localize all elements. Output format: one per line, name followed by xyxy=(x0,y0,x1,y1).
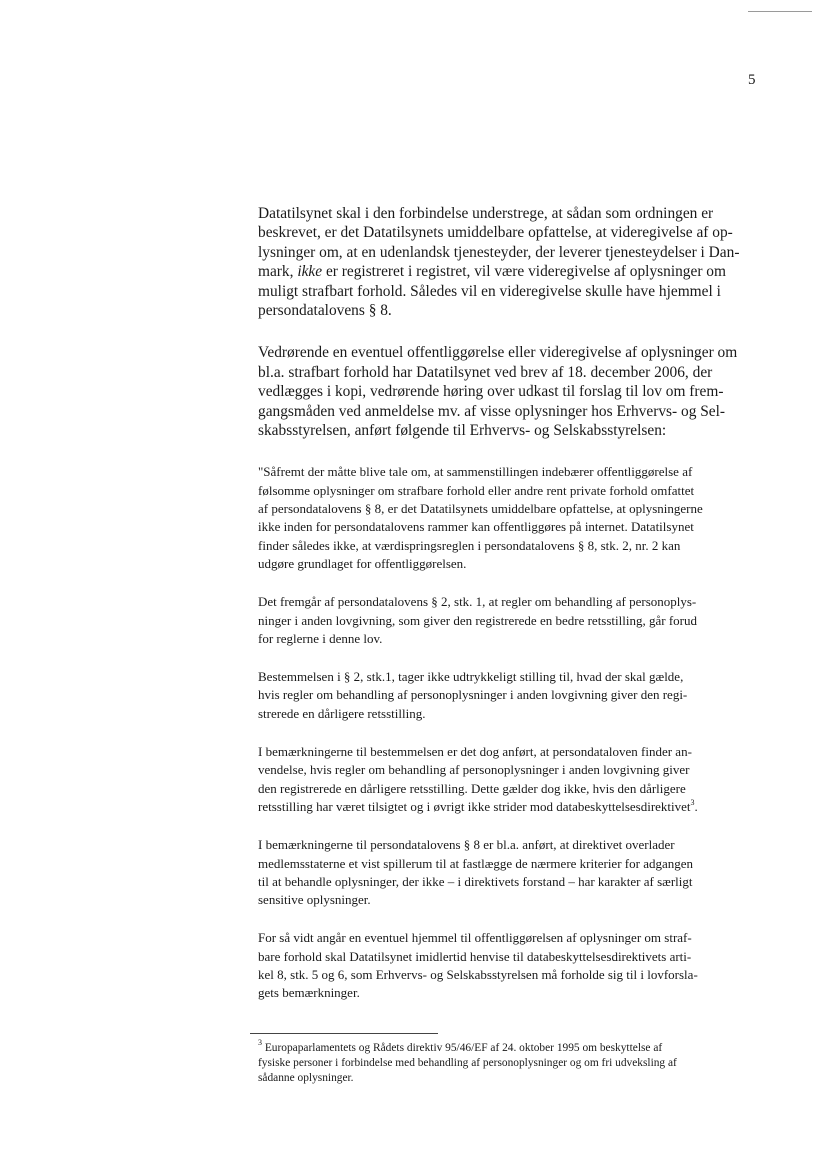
footnote-reference: 3 xyxy=(690,797,695,807)
text-segment: Europaparlamentets og Rådets direktiv 95/46/EF af 24. oktober 1995 om beskyttelse af xyxy=(262,1042,663,1054)
footnote-separator xyxy=(250,1033,438,1034)
footnote xyxy=(258,1038,758,1086)
text-line: I bemærkningerne til persondatalovens § 8 er bl.a. anført, at direktivet overlader xyxy=(258,837,675,853)
text-line: beskrevet, er det Datatilsynets umiddelbare opfattelse, at videregivelse af op- xyxy=(258,224,733,242)
text-line: til at behandle oplysninger, der ikke – i direktivets forstand – har karakter af særligt xyxy=(258,873,693,889)
text-line: hvis regler om behandling af personoplysninger i anden lovgivning giver den regi- xyxy=(258,687,688,703)
text-line: vedlægges i kopi, vedrørende høring over udkast til forslag til lov om frem- xyxy=(258,383,724,401)
text-line: vendelse, hvis regler om behandling af personoplysninger i anden lovgivning giver xyxy=(258,762,690,778)
text-line: den registrerede en dårligere retsstilling. Dette gælder dog ikke, hvis den dårligere xyxy=(258,780,686,796)
text-line: I bemærkningerne til bestemmelsen er det dog anført, at persondataloven finder an- xyxy=(258,744,692,760)
text-segment: mark, xyxy=(258,263,298,281)
quote-paragraph xyxy=(258,593,756,648)
text-line: lysninger om, at en udenlandsk tjenesteyder, der leverer tjenesteydelser i Dan- xyxy=(258,243,740,261)
scan-edge-mark xyxy=(748,11,812,12)
text-line: strerede en dårligere retsstilling. xyxy=(258,705,426,721)
paragraph-vedroerende xyxy=(258,343,756,440)
quote-paragraph xyxy=(258,463,756,573)
text-line: af persondatalovens § 8, er det Datatilsynets umiddelbare opfattelse, at oplysningerne xyxy=(258,501,703,517)
text-line: Bestemmelsen i § 2, stk.1, tager ikke udtrykkeligt stilling til, hvad der skal gælde, xyxy=(258,669,684,685)
text-line: ikke inden for persondatalovens rammer kan offentliggøres på internet. Datatilsynet xyxy=(258,519,694,535)
footnote-number: 3 xyxy=(258,1038,262,1047)
text-line: medlemsstaterne et vist spillerum til at fastlægge de nærmere kriterier for adgangen xyxy=(258,855,693,871)
quote-paragraph xyxy=(258,668,756,723)
text-line: udgøre grundlaget for offentliggørelsen. xyxy=(258,555,467,571)
text-segment: er registreret i registret, vil være videregivelse af oplysninger om xyxy=(322,263,726,281)
text-line: skabsstyrelsen, anført følgende til Erhvervs- og Selskabsstyrelsen: xyxy=(258,422,667,440)
page-number: 5 xyxy=(748,72,756,88)
text-line: følsomme oplysninger om strafbare forhold eller andre rent private forhold omfattet xyxy=(258,482,695,498)
footnote-line xyxy=(258,1038,758,1056)
quote-paragraph xyxy=(258,743,756,816)
text-line xyxy=(258,262,756,281)
text-line: kel 8, stk. 5 og 6, som Erhvervs- og Selskabsstyrelsen må forholde sig til i lovforsla- xyxy=(258,967,698,982)
quote-paragraph xyxy=(258,836,756,909)
text-segment: retsstilling har været tilsigtet og i øvrigt ikke strider mod databeskyttelsesdirektivet xyxy=(258,798,691,814)
text-line: For så vidt angår en eventuel hjemmel til offentliggørelsen af oplysninger om straf- xyxy=(258,930,692,946)
emphasis-ikke: ikke xyxy=(297,263,323,281)
text-line: bl.a. strafbart forhold har Datatilsynet ved brev af 18. december 2006, der xyxy=(258,363,713,381)
text-line: Det fremgår af persondatalovens § 2, stk. 1, at regler om behandling af personoplys- xyxy=(258,594,697,610)
quote-paragraph xyxy=(258,929,756,1002)
letter-body xyxy=(258,204,756,1023)
text-line: sensitive oplysninger. xyxy=(258,892,371,908)
text-line: Datatilsynet skal i den forbindelse understrege, at sådan som ordningen er xyxy=(258,205,714,222)
text-line: Vedrørende en eventuel offentliggørelse eller videregivelse af oplysninger om xyxy=(258,344,738,362)
text-line xyxy=(258,798,756,816)
text-line: gangsmåden ved anmeldelse mv. af visse oplysninger hos Erhvervs- og Sel- xyxy=(258,402,726,420)
text-line: bare forhold skal Datatilsynet imidlertid henvise til databeskyttelsesdirektivets arti- xyxy=(258,948,692,964)
text-line: "Såfremt der måtte blive tale om, at sammenstillingen indebærer offentliggørelse af xyxy=(258,464,693,480)
paragraph-understrege xyxy=(258,204,756,320)
text-line: muligt strafbart forhold. Således vil en videregivelse skulle have hjemmel i xyxy=(258,282,721,300)
text-line: ninger i anden lovgivning, som giver den registrerede en bedre retsstilling, går forud xyxy=(258,612,697,628)
footnote-line: sådanne oplysninger. xyxy=(258,1072,354,1084)
text-line: for reglerne i denne lov. xyxy=(258,630,383,646)
quoted-letter xyxy=(258,463,756,1002)
text-line: persondatalovens § 8. xyxy=(258,302,392,320)
text-line: gets bemærkninger. xyxy=(258,985,360,1001)
footnote-line: fysiske personer i forbindelse med behandling af personoplysninger og om fri udveksling af xyxy=(258,1057,677,1069)
text-segment: . xyxy=(694,798,698,814)
text-line: finder således ikke, at værdispringsreglen i persondatalovens § 8, stk. 2, nr. 2 kan xyxy=(258,537,681,553)
